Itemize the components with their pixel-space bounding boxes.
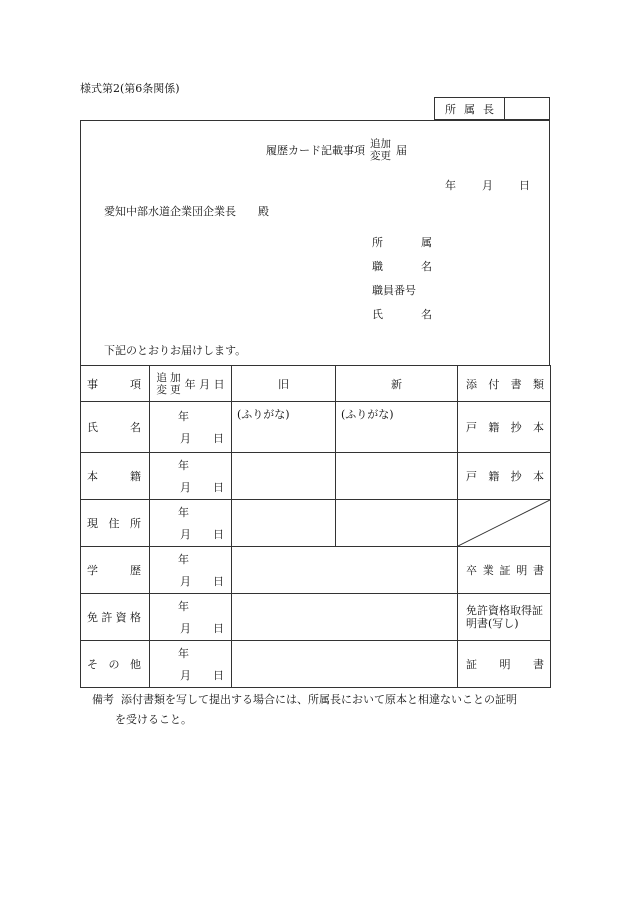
field-employee-number: 職員番号 bbox=[372, 284, 416, 297]
new-name-cell[interactable]: (ふりがな) bbox=[336, 402, 458, 453]
addressee-honorific: 殿 bbox=[258, 205, 269, 218]
remark-line2: を受けること。 bbox=[115, 713, 192, 726]
date-cell[interactable]: 年 月 日 bbox=[178, 410, 224, 445]
education-content-cell[interactable] bbox=[232, 547, 458, 594]
chief-approval-box bbox=[434, 97, 550, 120]
chief-label: 所属長 bbox=[435, 98, 505, 119]
attach-license-cert: 免許資格取得証明書(写し) bbox=[466, 604, 543, 630]
table-row bbox=[81, 402, 551, 453]
old-address-cell[interactable] bbox=[232, 500, 336, 547]
attach-none-cell bbox=[458, 500, 551, 547]
table-row bbox=[81, 594, 551, 641]
field-position: 職 名 bbox=[372, 260, 432, 273]
title-suffix: 届 bbox=[396, 144, 407, 157]
row-item-education: 学 歴 bbox=[87, 564, 141, 577]
table-row bbox=[81, 641, 551, 688]
header-new: 新 bbox=[336, 366, 458, 402]
title-option bbox=[370, 138, 391, 162]
title-option-add: 追加 bbox=[370, 138, 391, 150]
addressee bbox=[104, 203, 269, 219]
form-title bbox=[266, 138, 407, 162]
table-header bbox=[81, 366, 551, 402]
header-item: 事 項 bbox=[87, 377, 141, 391]
new-domicile-cell[interactable] bbox=[336, 453, 458, 500]
row-item-license: 免 許 資 格 bbox=[87, 611, 141, 624]
header-date: 追 加 変 更 年 月 日 bbox=[156, 371, 225, 396]
attach-koseki: 戸 籍 抄 本 bbox=[466, 421, 544, 434]
row-item-other: そ の 他 bbox=[87, 658, 141, 671]
title-option-change: 変更 bbox=[370, 150, 391, 162]
table-row bbox=[81, 500, 551, 547]
remark bbox=[92, 690, 552, 730]
license-content-cell[interactable] bbox=[232, 594, 458, 641]
remark-line1: 備考 添付書類を写して提出する場合には、所属長において原本と相違ないことの証明 bbox=[92, 693, 517, 706]
date-cell[interactable]: 年 月 日 bbox=[178, 647, 224, 682]
date-cell[interactable]: 年 月 日 bbox=[178, 459, 224, 494]
date-cell[interactable]: 年 月 日 bbox=[178, 506, 224, 541]
row-item-name: 氏 名 bbox=[87, 421, 141, 434]
header-attachments: 添 付 書 類 bbox=[466, 377, 544, 391]
diagonal-line bbox=[458, 500, 550, 546]
table-row bbox=[81, 453, 551, 500]
notice-text: 下記のとおりお届けします。 bbox=[104, 344, 247, 357]
date-month: 月 bbox=[482, 179, 493, 192]
submission-date bbox=[445, 177, 530, 193]
attach-koseki: 戸 籍 抄 本 bbox=[466, 470, 544, 483]
attach-graduation: 卒 業 証 明 書 bbox=[466, 564, 544, 577]
record-table bbox=[80, 365, 551, 688]
row-item-domicile: 本 籍 bbox=[87, 470, 141, 483]
old-name-cell[interactable]: (ふりがな) bbox=[232, 402, 336, 453]
applicant-fields bbox=[372, 234, 432, 330]
table-row bbox=[81, 547, 551, 594]
field-affiliation: 所 属 bbox=[372, 236, 432, 249]
addressee-name: 愛知中部水道企業団企業長 bbox=[104, 205, 236, 218]
row-item-address: 現 住 所 bbox=[87, 517, 141, 530]
old-domicile-cell[interactable] bbox=[232, 453, 336, 500]
form-number: 様式第2(第6条関係) bbox=[80, 82, 180, 95]
date-day: 日 bbox=[519, 179, 530, 192]
remark-label: 備考 bbox=[92, 693, 114, 706]
field-name: 氏 名 bbox=[372, 308, 432, 321]
new-address-cell[interactable] bbox=[336, 500, 458, 547]
header-old: 旧 bbox=[232, 366, 336, 402]
attach-certificate: 証 明 書 bbox=[466, 658, 544, 671]
date-cell[interactable]: 年 月 日 bbox=[178, 553, 224, 588]
date-year: 年 bbox=[445, 179, 456, 192]
date-cell[interactable]: 年 月 日 bbox=[178, 600, 224, 635]
title-main: 履歴カード記載事項 bbox=[266, 144, 365, 157]
other-content-cell[interactable] bbox=[232, 641, 458, 688]
